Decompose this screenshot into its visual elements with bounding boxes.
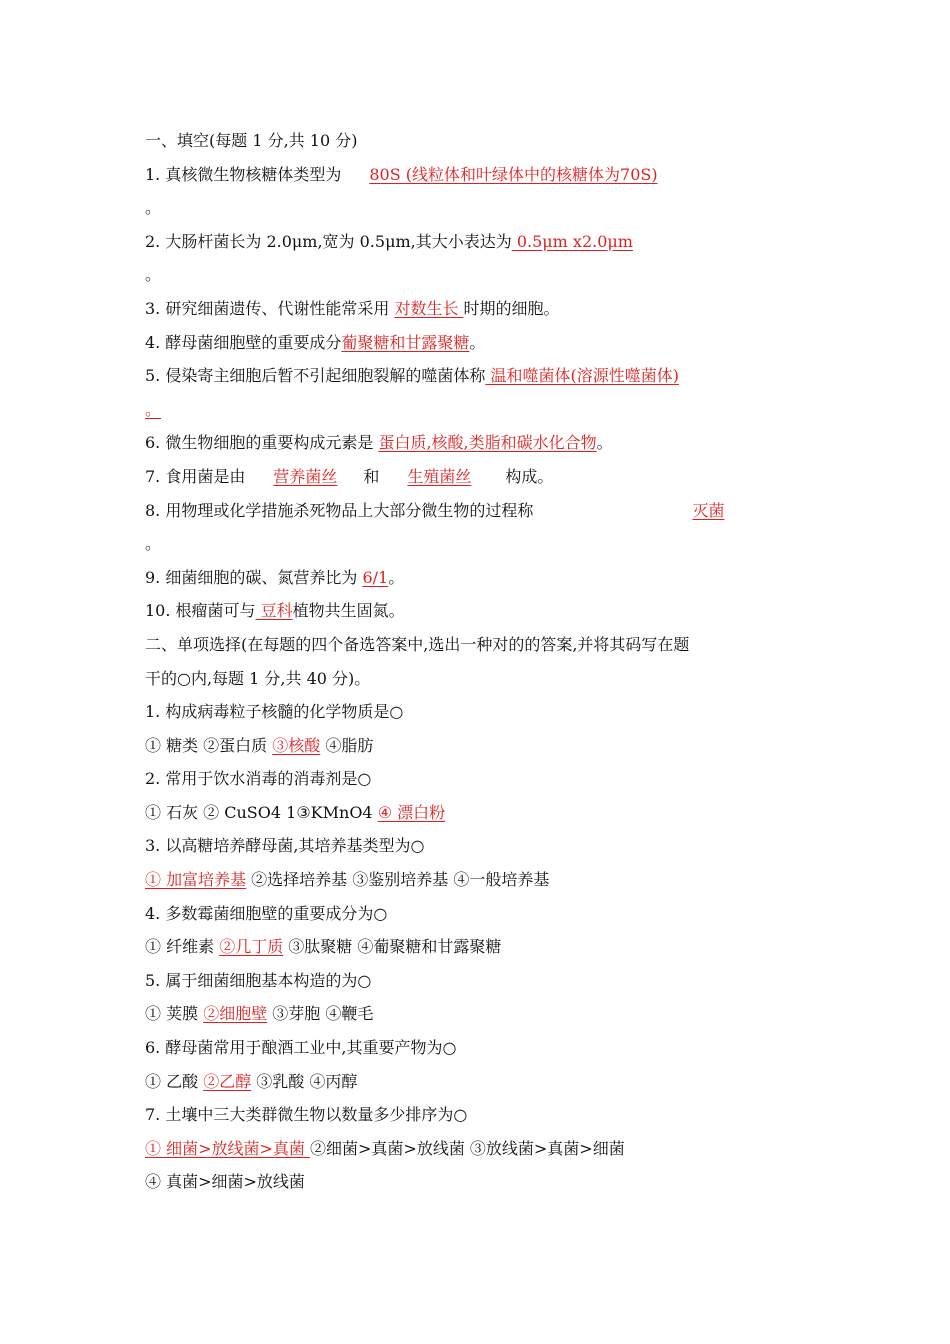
choice-question-3-options <box>145 863 815 897</box>
choice-question-7-options-cont: ④ 真菌>细菌>放线菌 <box>145 1172 305 1192</box>
option-text: ②选择培养基 ③鉴别培养基 ④一般培养基 <box>246 870 550 890</box>
choice-question-4-options <box>145 930 815 964</box>
fill-question-10 <box>145 594 815 628</box>
option-text: ① 荚膜 <box>145 1004 204 1024</box>
blank-line <box>337 467 363 486</box>
answer-option: ④ 漂白粉 <box>377 802 446 822</box>
fill-question-5 <box>145 359 815 393</box>
fill-question-3 <box>145 292 815 326</box>
option-text: ③乳酸 ④丙醇 <box>251 1071 358 1091</box>
question-text: 2. 大肠杆菌长为 2.0μm,宽为 0.5μm,其大小表达为 <box>145 231 512 251</box>
option-text: ④脂肪 <box>320 735 374 755</box>
question-end: 。 <box>145 534 162 554</box>
choice-question-3-stem: 3. 以高糖培养酵母菌,其培养基类型为○ <box>145 836 425 856</box>
question-text: 时期的细胞。 <box>463 298 560 318</box>
question-end: 。 <box>145 198 162 218</box>
blank-line <box>538 501 692 520</box>
question-text: 4. 酵母菌细胞壁的重要成分 <box>145 332 342 352</box>
blank-line <box>161 400 165 419</box>
section1-heading: 一、填空(每题 1 分,共 10 分) <box>145 131 358 150</box>
option-text: ① 糖类 ②蛋白质 <box>145 735 273 755</box>
question-text: 。 <box>469 332 486 352</box>
option-text: ① 乙酸 <box>145 1071 204 1091</box>
question-text: 7. 食用菌是由 <box>145 466 246 486</box>
answer-option: ②乙醇 <box>203 1071 252 1091</box>
answer-option: ① 细菌>放线菌>真菌 <box>145 1138 310 1158</box>
question-text: 1. 真核微生物核糖体类型为 <box>145 164 342 184</box>
answer-text: 对数生长 <box>394 298 464 318</box>
answer-option: ②几丁质 <box>219 937 284 957</box>
choice-question-5-options <box>145 997 815 1031</box>
question-text: 植物共生固氮。 <box>292 601 405 621</box>
question-end: 。 <box>145 265 162 285</box>
answer-text: 。 <box>145 399 162 419</box>
answer-text: 80S (线粒体和叶绿体中的核糖体为70S) <box>369 164 658 184</box>
question-text: 。 <box>596 433 613 453</box>
question-text: 。 <box>388 567 405 587</box>
choice-question-4-stem: 4. 多数霉菌细胞壁的重要成分为○ <box>145 903 388 923</box>
blank-line <box>379 467 407 486</box>
option-text: ③肽聚糖 ④葡聚糖和甘露聚糖 <box>283 937 502 957</box>
answer-text: 温和噬菌体(溶源性噬菌体) <box>485 366 679 386</box>
option-text: ③芽胞 ④鞭毛 <box>267 1004 374 1024</box>
fill-question-2 <box>145 225 815 259</box>
document-body <box>145 124 815 1199</box>
fill-question-1 <box>145 158 815 192</box>
section2-heading: 二、单项选择(在每题的四个备选答案中,选出一种对的的答案,并将其码写在题 <box>145 634 690 654</box>
blank-line <box>341 165 369 184</box>
question-text: 9. 细菌细胞的碳、氮营养比为 <box>145 567 363 587</box>
answer-text: 生殖菌丝 <box>407 466 472 486</box>
question-text: 10. 根瘤菌可与 <box>145 601 256 621</box>
option-text: ① 纤维素 <box>145 937 220 957</box>
choice-question-1-stem: 1. 构成病毒粒子核髓的化学物质是○ <box>145 702 404 722</box>
choice-question-5-stem: 5. 属于细菌细胞基本构造的为○ <box>145 970 372 990</box>
choice-question-7-options <box>145 1132 815 1166</box>
answer-text: 营养菌丝 <box>273 466 338 486</box>
answer-text: 6/1 <box>362 567 389 587</box>
choice-question-2-stem: 2. 常用于饮水消毒的消毒剂是○ <box>145 769 372 789</box>
question-end <box>145 393 815 427</box>
question-text: 3. 研究细菌遗传、代谢性能常采用 <box>145 298 395 318</box>
answer-option: ① 加富培养基 <box>145 870 247 890</box>
choice-question-7-stem: 7. 土壤中三大类群微生物以数量多少排序为○ <box>145 1105 468 1125</box>
blank-line <box>471 467 487 486</box>
question-text: 6. 微生物细胞的重要构成元素是 <box>145 433 379 453</box>
blank-line <box>245 467 273 486</box>
question-text: 构成。 <box>505 466 554 486</box>
option-text: ②细菌>真菌>放线菌 ③放线菌>真菌>细菌 <box>310 1138 625 1158</box>
answer-text: 0.5μm x2.0μm <box>511 231 633 251</box>
choice-question-2-options <box>145 796 815 830</box>
choice-question-6-options <box>145 1065 815 1099</box>
answer-text: 葡聚糖和甘露聚糖 <box>341 332 470 352</box>
choice-question-6-stem: 6. 酵母菌常用于酿酒工业中,其重要产物为○ <box>145 1038 457 1058</box>
answer-option: ③核酸 <box>272 735 321 755</box>
answer-text: 灭菌 <box>692 500 725 520</box>
answer-text: 蛋白质,核酸,类脂和碳水化合物 <box>378 433 597 453</box>
option-text: ① 石灰 ② CuSO4 1③KMnO4 <box>145 802 378 822</box>
answer-option: ②细胞壁 <box>203 1004 268 1024</box>
fill-question-6 <box>145 426 815 460</box>
answer-text: 豆科 <box>255 601 293 621</box>
fill-question-8 <box>145 494 815 528</box>
section2-heading-cont: 干的○内,每题 1 分,共 40 分)。 <box>145 668 371 688</box>
question-text: 8. 用物理或化学措施杀死物品上大部分微生物的过程称 <box>145 500 539 520</box>
choice-question-1-options <box>145 729 815 763</box>
question-text: 5. 侵染寄主细胞后暂不引起细胞裂解的噬菌体称 <box>145 366 486 386</box>
fill-question-4 <box>145 326 815 360</box>
question-text: 和 <box>363 466 380 486</box>
blank-line <box>658 165 680 184</box>
fill-question-7 <box>145 460 815 494</box>
fill-question-9 <box>145 561 815 595</box>
